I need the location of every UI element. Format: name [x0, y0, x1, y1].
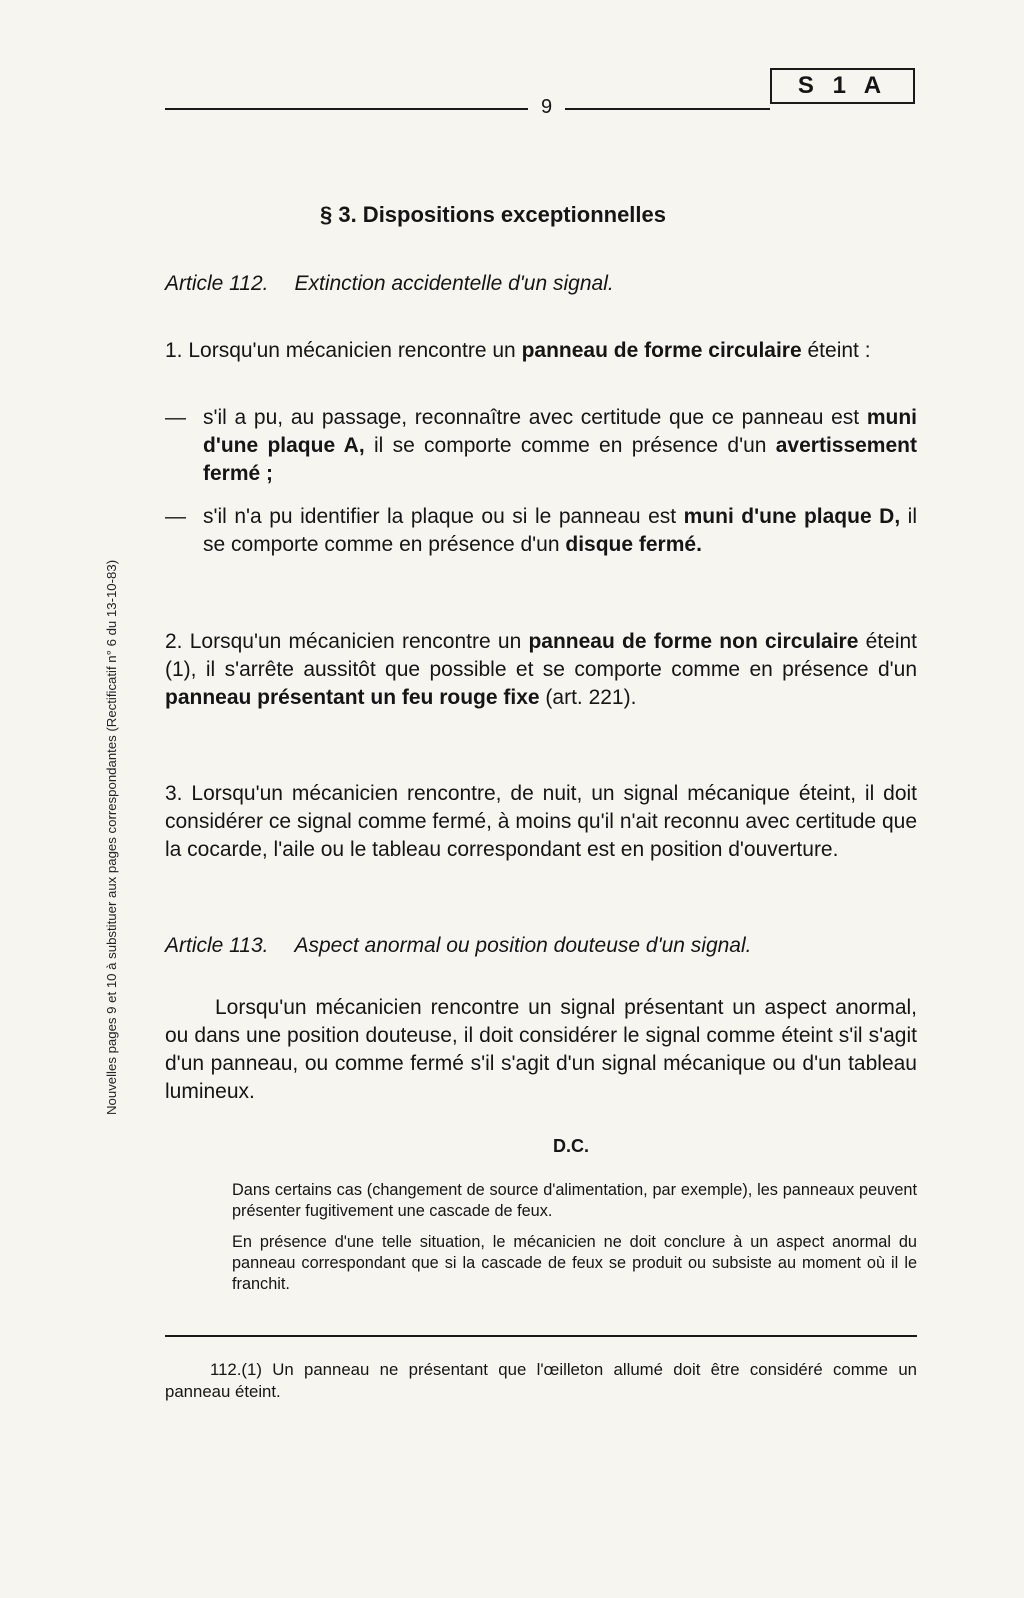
dc-paragraph-1: Dans certains cas (changement de source d'alimentation, par exemple), les panneaux peuvent présenter fugitivement une cascade de feux. [232, 1181, 917, 1220]
header-rule-left [165, 108, 528, 110]
article-113-heading [165, 934, 751, 958]
dc-label: D.C. [553, 1136, 589, 1156]
article-112-dash-item-1: — s'il a pu, au passage, reconnaître avec certitude que ce panneau est muni d'une plaque A, il se comporte comme en présence d'un avertissement fermé ; [165, 406, 917, 485]
article-112-dash-item-2: — s'il n'a pu identifier la plaque ou si le panneau est muni d'une plaque D, il se comporte comme en présence d'un disque fermé. [165, 505, 917, 556]
article-113-number: Article 113. [165, 934, 269, 957]
article-112-number: Article 112. [165, 272, 269, 295]
document-code: S 1 A [770, 68, 915, 104]
article-112-heading [165, 272, 614, 296]
page-number: 9 [540, 96, 553, 118]
article-112-paragraph-3: 3. Lorsqu'un mécanicien rencontre, de nuit, un signal mécanique éteint, il doit considérer ce signal comme fermé, à moins qu'il n'ait reconnu avec certitude que la cocarde, l'aile ou le tableau correspondant est en position d'ouverture. [165, 782, 917, 861]
section-title: § 3. Dispositions exceptionnelles [320, 202, 666, 227]
article-112-paragraph-1: 1. Lorsqu'un mécanicien rencontre un panneau de forme circulaire éteint : [165, 339, 871, 362]
article-113-paragraph: Lorsqu'un mécanicien rencontre un signal présentant un aspect anormal, ou dans une position douteuse, il doit considérer le signal comme éteint s'il s'agit d'un panneau, ou comme fermé s'il s'agit d'un signal mécanique ou d'un tableau lumineux. [165, 996, 917, 1103]
header-rule-right [565, 108, 770, 110]
margin-note: Nouvelles pages 9 et 10 à substituer aux pages correspondantes (Rectificatif n° 6 du 13-10-83) [104, 559, 119, 1115]
article-112-title: Extinction accidentelle d'un signal. [294, 272, 614, 295]
footnote-rule [165, 1335, 917, 1337]
article-112-paragraph-2: 2. Lorsqu'un mécanicien rencontre un panneau de forme non circulaire éteint (1), il s'arrête aussitôt que possible et se comporte comme en présence d'un panneau présentant un feu rouge fixe (art. 221). [165, 630, 917, 709]
dc-paragraph-2: En présence d'une telle situation, le mécanicien ne doit conclure à un aspect anormal du panneau correspondant que si la cascade de feux se produit ou subsiste au moment où il le franchit. [232, 1233, 917, 1293]
footnote: 112.(1) Un panneau ne présentant que l'œilleton allumé doit être considéré comme un panneau éteint. [165, 1360, 917, 1401]
article-113-title: Aspect anormal ou position douteuse d'un signal. [294, 934, 752, 957]
